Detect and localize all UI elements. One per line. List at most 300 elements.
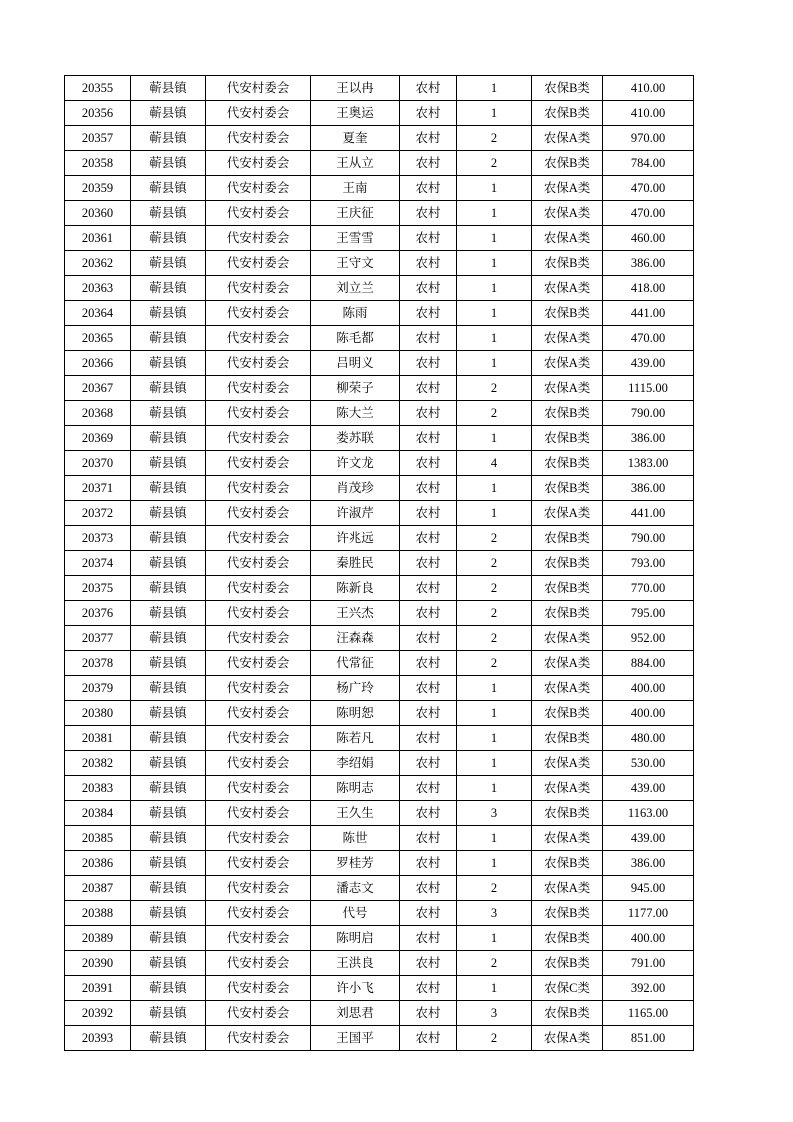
amount-cell: 470.00 [603, 176, 694, 201]
town-cell: 蕲县镇 [131, 676, 206, 701]
record-id-cell: 20383 [65, 776, 131, 801]
table-row [65, 676, 694, 701]
amount-cell: 470.00 [603, 326, 694, 351]
person-count-cell: 1 [457, 301, 532, 326]
table-row [65, 926, 694, 951]
village-cell: 代安村委会 [206, 876, 311, 901]
town-cell: 蕲县镇 [131, 76, 206, 101]
amount-cell: 970.00 [603, 126, 694, 151]
person-count-cell: 2 [457, 876, 532, 901]
amount-cell: 439.00 [603, 351, 694, 376]
town-cell: 蕲县镇 [131, 176, 206, 201]
town-cell: 蕲县镇 [131, 976, 206, 1001]
name-cell: 王庆征 [311, 201, 400, 226]
amount-cell: 400.00 [603, 701, 694, 726]
person-count-cell: 3 [457, 1001, 532, 1026]
person-count-cell: 1 [457, 276, 532, 301]
insurance-category-cell: 农保B类 [532, 851, 603, 876]
person-count-cell: 1 [457, 76, 532, 101]
person-count-cell: 3 [457, 801, 532, 826]
amount-cell: 790.00 [603, 401, 694, 426]
insurance-category-cell: 农保C类 [532, 976, 603, 1001]
amount-cell: 770.00 [603, 576, 694, 601]
amount-cell: 392.00 [603, 976, 694, 1001]
name-cell: 陈新良 [311, 576, 400, 601]
village-cell: 代安村委会 [206, 176, 311, 201]
household-type-cell: 农村 [400, 401, 457, 426]
insurance-category-cell: 农保B类 [532, 76, 603, 101]
village-cell: 代安村委会 [206, 151, 311, 176]
insurance-category-cell: 农保A类 [532, 201, 603, 226]
village-cell: 代安村委会 [206, 376, 311, 401]
insurance-category-cell: 农保B类 [532, 951, 603, 976]
record-id-cell: 20363 [65, 276, 131, 301]
town-cell: 蕲县镇 [131, 451, 206, 476]
table-row [65, 101, 694, 126]
table-row [65, 576, 694, 601]
amount-cell: 791.00 [603, 951, 694, 976]
household-type-cell: 农村 [400, 151, 457, 176]
town-cell: 蕲县镇 [131, 651, 206, 676]
village-cell: 代安村委会 [206, 201, 311, 226]
record-id-cell: 20355 [65, 76, 131, 101]
amount-cell: 400.00 [603, 676, 694, 701]
village-cell: 代安村委会 [206, 976, 311, 1001]
insurance-category-cell: 农保B类 [532, 451, 603, 476]
table-row [65, 651, 694, 676]
table-row [65, 251, 694, 276]
town-cell: 蕲县镇 [131, 701, 206, 726]
person-count-cell: 2 [457, 526, 532, 551]
table-row [65, 351, 694, 376]
village-cell: 代安村委会 [206, 701, 311, 726]
name-cell: 陈世 [311, 826, 400, 851]
person-count-cell: 1 [457, 251, 532, 276]
record-id-cell: 20387 [65, 876, 131, 901]
village-cell: 代安村委会 [206, 476, 311, 501]
household-type-cell: 农村 [400, 726, 457, 751]
household-type-cell: 农村 [400, 176, 457, 201]
person-count-cell: 2 [457, 626, 532, 651]
amount-cell: 386.00 [603, 251, 694, 276]
name-cell: 吕明义 [311, 351, 400, 376]
name-cell: 王从立 [311, 151, 400, 176]
record-id-cell: 20367 [65, 376, 131, 401]
town-cell: 蕲县镇 [131, 251, 206, 276]
village-cell: 代安村委会 [206, 351, 311, 376]
record-id-cell: 20386 [65, 851, 131, 876]
town-cell: 蕲县镇 [131, 376, 206, 401]
name-cell: 代号 [311, 901, 400, 926]
name-cell: 陈毛都 [311, 326, 400, 351]
town-cell: 蕲县镇 [131, 401, 206, 426]
town-cell: 蕲县镇 [131, 351, 206, 376]
village-cell: 代安村委会 [206, 851, 311, 876]
table-row [65, 976, 694, 1001]
name-cell: 汪森森 [311, 626, 400, 651]
village-cell: 代安村委会 [206, 626, 311, 651]
person-count-cell: 2 [457, 126, 532, 151]
name-cell: 许淑芹 [311, 501, 400, 526]
household-type-cell: 农村 [400, 201, 457, 226]
person-count-cell: 1 [457, 326, 532, 351]
name-cell: 陈明启 [311, 926, 400, 951]
town-cell: 蕲县镇 [131, 326, 206, 351]
town-cell: 蕲县镇 [131, 876, 206, 901]
household-type-cell: 农村 [400, 551, 457, 576]
village-cell: 代安村委会 [206, 751, 311, 776]
record-id-cell: 20358 [65, 151, 131, 176]
person-count-cell: 1 [457, 101, 532, 126]
table-row [65, 401, 694, 426]
town-cell: 蕲县镇 [131, 126, 206, 151]
village-cell: 代安村委会 [206, 301, 311, 326]
household-type-cell: 农村 [400, 751, 457, 776]
person-count-cell: 1 [457, 751, 532, 776]
name-cell: 王以冉 [311, 76, 400, 101]
town-cell: 蕲县镇 [131, 101, 206, 126]
amount-cell: 952.00 [603, 626, 694, 651]
table-row [65, 601, 694, 626]
household-type-cell: 农村 [400, 76, 457, 101]
amount-cell: 400.00 [603, 926, 694, 951]
village-cell: 代安村委会 [206, 501, 311, 526]
document-page [64, 75, 694, 1051]
insurance-category-cell: 农保A类 [532, 501, 603, 526]
household-type-cell: 农村 [400, 701, 457, 726]
table-row [65, 376, 694, 401]
amount-cell: 480.00 [603, 726, 694, 751]
household-type-cell: 农村 [400, 626, 457, 651]
name-cell: 许兆远 [311, 526, 400, 551]
household-type-cell: 农村 [400, 601, 457, 626]
person-count-cell: 1 [457, 501, 532, 526]
insurance-category-cell: 农保B类 [532, 926, 603, 951]
village-cell: 代安村委会 [206, 426, 311, 451]
town-cell: 蕲县镇 [131, 501, 206, 526]
household-type-cell: 农村 [400, 251, 457, 276]
household-type-cell: 农村 [400, 451, 457, 476]
name-cell: 杨广玲 [311, 676, 400, 701]
household-type-cell: 农村 [400, 951, 457, 976]
name-cell: 秦胜民 [311, 551, 400, 576]
amount-cell: 441.00 [603, 301, 694, 326]
record-id-cell: 20389 [65, 926, 131, 951]
name-cell: 肖茂珍 [311, 476, 400, 501]
village-cell: 代安村委会 [206, 126, 311, 151]
town-cell: 蕲县镇 [131, 801, 206, 826]
table-row [65, 226, 694, 251]
name-cell: 王守文 [311, 251, 400, 276]
record-id-cell: 20381 [65, 726, 131, 751]
record-id-cell: 20364 [65, 301, 131, 326]
town-cell: 蕲县镇 [131, 201, 206, 226]
table-row [65, 126, 694, 151]
village-cell: 代安村委会 [206, 576, 311, 601]
name-cell: 刘思君 [311, 1001, 400, 1026]
record-id-cell: 20376 [65, 601, 131, 626]
household-type-cell: 农村 [400, 826, 457, 851]
amount-cell: 386.00 [603, 851, 694, 876]
village-cell: 代安村委会 [206, 676, 311, 701]
town-cell: 蕲县镇 [131, 826, 206, 851]
person-count-cell: 1 [457, 701, 532, 726]
name-cell: 王南 [311, 176, 400, 201]
village-cell: 代安村委会 [206, 451, 311, 476]
village-cell: 代安村委会 [206, 551, 311, 576]
name-cell: 夏奎 [311, 126, 400, 151]
person-count-cell: 1 [457, 426, 532, 451]
name-cell: 许小飞 [311, 976, 400, 1001]
name-cell: 陈雨 [311, 301, 400, 326]
table-row [65, 851, 694, 876]
insurance-category-cell: 农保B类 [532, 551, 603, 576]
household-type-cell: 农村 [400, 976, 457, 1001]
household-type-cell: 农村 [400, 526, 457, 551]
person-count-cell: 4 [457, 451, 532, 476]
insurance-category-cell: 农保B类 [532, 251, 603, 276]
amount-cell: 386.00 [603, 476, 694, 501]
record-id-cell: 20380 [65, 701, 131, 726]
record-id-cell: 20375 [65, 576, 131, 601]
insurance-category-cell: 农保A类 [532, 326, 603, 351]
name-cell: 王国平 [311, 1026, 400, 1051]
amount-cell: 470.00 [603, 201, 694, 226]
table-row [65, 426, 694, 451]
table-row [65, 951, 694, 976]
household-type-cell: 农村 [400, 1001, 457, 1026]
name-cell: 王雪雪 [311, 226, 400, 251]
record-id-cell: 20361 [65, 226, 131, 251]
village-cell: 代安村委会 [206, 1001, 311, 1026]
village-cell: 代安村委会 [206, 101, 311, 126]
insurance-category-cell: 农保A类 [532, 1026, 603, 1051]
name-cell: 陈若凡 [311, 726, 400, 751]
table-row [65, 801, 694, 826]
insurance-category-cell: 农保B类 [532, 801, 603, 826]
household-type-cell: 农村 [400, 776, 457, 801]
amount-cell: 410.00 [603, 101, 694, 126]
insurance-category-cell: 农保B类 [532, 701, 603, 726]
table-row [65, 451, 694, 476]
amount-cell: 784.00 [603, 151, 694, 176]
insurance-category-cell: 农保A类 [532, 751, 603, 776]
name-cell: 李绍娟 [311, 751, 400, 776]
village-cell: 代安村委会 [206, 926, 311, 951]
household-type-cell: 农村 [400, 326, 457, 351]
name-cell: 娄苏联 [311, 426, 400, 451]
record-id-cell: 20371 [65, 476, 131, 501]
record-id-cell: 20378 [65, 651, 131, 676]
amount-cell: 884.00 [603, 651, 694, 676]
village-cell: 代安村委会 [206, 326, 311, 351]
person-count-cell: 2 [457, 651, 532, 676]
insurance-category-cell: 农保A类 [532, 651, 603, 676]
name-cell: 罗桂芳 [311, 851, 400, 876]
person-count-cell: 2 [457, 551, 532, 576]
insurance-category-cell: 农保A类 [532, 776, 603, 801]
amount-cell: 1177.00 [603, 901, 694, 926]
household-type-cell: 农村 [400, 126, 457, 151]
town-cell: 蕲县镇 [131, 226, 206, 251]
table-row [65, 501, 694, 526]
village-cell: 代安村委会 [206, 601, 311, 626]
insurance-category-cell: 农保A类 [532, 226, 603, 251]
table-row [65, 526, 694, 551]
name-cell: 王久生 [311, 801, 400, 826]
table-row [65, 176, 694, 201]
name-cell: 陈明恕 [311, 701, 400, 726]
person-count-cell: 1 [457, 726, 532, 751]
table-row [65, 301, 694, 326]
household-type-cell: 农村 [400, 576, 457, 601]
household-type-cell: 农村 [400, 901, 457, 926]
household-type-cell: 农村 [400, 651, 457, 676]
record-id-cell: 20382 [65, 751, 131, 776]
table-row [65, 626, 694, 651]
person-count-cell: 2 [457, 1026, 532, 1051]
amount-cell: 793.00 [603, 551, 694, 576]
household-type-cell: 农村 [400, 676, 457, 701]
insurance-category-cell: 农保B类 [532, 301, 603, 326]
town-cell: 蕲县镇 [131, 901, 206, 926]
amount-cell: 1165.00 [603, 1001, 694, 1026]
town-cell: 蕲县镇 [131, 776, 206, 801]
person-count-cell: 2 [457, 401, 532, 426]
town-cell: 蕲县镇 [131, 926, 206, 951]
household-type-cell: 农村 [400, 101, 457, 126]
record-id-cell: 20369 [65, 426, 131, 451]
insurance-category-cell: 农保A类 [532, 876, 603, 901]
town-cell: 蕲县镇 [131, 601, 206, 626]
name-cell: 代常征 [311, 651, 400, 676]
record-id-cell: 20377 [65, 626, 131, 651]
insurance-category-cell: 农保A类 [532, 176, 603, 201]
record-id-cell: 20365 [65, 326, 131, 351]
insurance-category-cell: 农保B类 [532, 426, 603, 451]
insurance-category-cell: 农保A类 [532, 626, 603, 651]
village-cell: 代安村委会 [206, 276, 311, 301]
household-type-cell: 农村 [400, 851, 457, 876]
table-row [65, 726, 694, 751]
household-type-cell: 农村 [400, 476, 457, 501]
amount-cell: 418.00 [603, 276, 694, 301]
person-count-cell: 1 [457, 976, 532, 1001]
record-id-cell: 20385 [65, 826, 131, 851]
insurance-category-cell: 农保B类 [532, 401, 603, 426]
record-id-cell: 20388 [65, 901, 131, 926]
person-count-cell: 2 [457, 376, 532, 401]
town-cell: 蕲县镇 [131, 526, 206, 551]
insurance-category-cell: 农保A类 [532, 376, 603, 401]
name-cell: 许文龙 [311, 451, 400, 476]
record-id-cell: 20359 [65, 176, 131, 201]
insurance-category-cell: 农保B类 [532, 901, 603, 926]
record-id-cell: 20360 [65, 201, 131, 226]
village-cell: 代安村委会 [206, 726, 311, 751]
person-count-cell: 3 [457, 901, 532, 926]
record-id-cell: 20379 [65, 676, 131, 701]
town-cell: 蕲县镇 [131, 476, 206, 501]
town-cell: 蕲县镇 [131, 751, 206, 776]
household-type-cell: 农村 [400, 351, 457, 376]
table-row [65, 551, 694, 576]
village-cell: 代安村委会 [206, 226, 311, 251]
person-count-cell: 1 [457, 176, 532, 201]
person-count-cell: 2 [457, 151, 532, 176]
amount-cell: 1163.00 [603, 801, 694, 826]
record-id-cell: 20370 [65, 451, 131, 476]
table-row [65, 901, 694, 926]
table-row [65, 1001, 694, 1026]
town-cell: 蕲县镇 [131, 551, 206, 576]
insurance-category-cell: 农保B类 [532, 726, 603, 751]
town-cell: 蕲县镇 [131, 1026, 206, 1051]
person-count-cell: 1 [457, 826, 532, 851]
record-id-cell: 20391 [65, 976, 131, 1001]
insurance-category-cell: 农保B类 [532, 576, 603, 601]
record-id-cell: 20392 [65, 1001, 131, 1026]
village-cell: 代安村委会 [206, 526, 311, 551]
household-type-cell: 农村 [400, 426, 457, 451]
amount-cell: 386.00 [603, 426, 694, 451]
village-cell: 代安村委会 [206, 401, 311, 426]
amount-cell: 795.00 [603, 601, 694, 626]
village-cell: 代安村委会 [206, 1026, 311, 1051]
record-id-cell: 20357 [65, 126, 131, 151]
household-type-cell: 农村 [400, 1026, 457, 1051]
person-count-cell: 1 [457, 851, 532, 876]
insurance-category-cell: 农保B类 [532, 476, 603, 501]
person-count-cell: 1 [457, 676, 532, 701]
person-count-cell: 2 [457, 576, 532, 601]
person-count-cell: 1 [457, 926, 532, 951]
table-row [65, 151, 694, 176]
person-count-cell: 1 [457, 226, 532, 251]
household-type-cell: 农村 [400, 376, 457, 401]
insurance-category-cell: 农保B类 [532, 1001, 603, 1026]
household-type-cell: 农村 [400, 301, 457, 326]
village-cell: 代安村委会 [206, 651, 311, 676]
record-id-cell: 20366 [65, 351, 131, 376]
person-count-cell: 2 [457, 601, 532, 626]
amount-cell: 441.00 [603, 501, 694, 526]
amount-cell: 945.00 [603, 876, 694, 901]
town-cell: 蕲县镇 [131, 626, 206, 651]
amount-cell: 790.00 [603, 526, 694, 551]
record-id-cell: 20384 [65, 801, 131, 826]
town-cell: 蕲县镇 [131, 301, 206, 326]
village-cell: 代安村委会 [206, 901, 311, 926]
town-cell: 蕲县镇 [131, 426, 206, 451]
insurance-category-cell: 农保B类 [532, 151, 603, 176]
town-cell: 蕲县镇 [131, 851, 206, 876]
name-cell: 王兴杰 [311, 601, 400, 626]
record-id-cell: 20372 [65, 501, 131, 526]
insurance-category-cell: 农保B类 [532, 101, 603, 126]
village-cell: 代安村委会 [206, 826, 311, 851]
record-id-cell: 20356 [65, 101, 131, 126]
village-cell: 代安村委会 [206, 76, 311, 101]
town-cell: 蕲县镇 [131, 576, 206, 601]
household-type-cell: 农村 [400, 801, 457, 826]
village-cell: 代安村委会 [206, 251, 311, 276]
amount-cell: 460.00 [603, 226, 694, 251]
amount-cell: 530.00 [603, 751, 694, 776]
name-cell: 陈大兰 [311, 401, 400, 426]
amount-cell: 1115.00 [603, 376, 694, 401]
insurance-category-cell: 农保A类 [532, 351, 603, 376]
